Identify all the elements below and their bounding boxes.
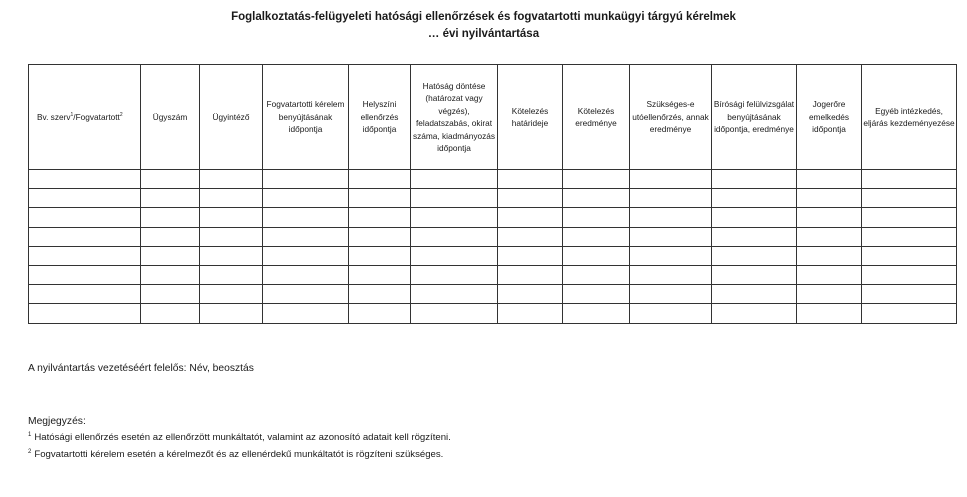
table-cell[interactable] [797,170,862,189]
table-cell[interactable] [862,227,957,246]
table-cell[interactable] [141,265,200,284]
table-cell[interactable] [411,265,498,284]
table-cell[interactable] [200,285,263,304]
table-cell[interactable] [263,304,349,323]
table-cell[interactable] [200,246,263,265]
table-cell[interactable] [563,265,630,284]
column-header-ugyszam: Ügyszám [141,65,200,170]
table-cell[interactable] [263,265,349,284]
table-cell[interactable] [29,227,141,246]
table-cell[interactable] [498,170,563,189]
table-cell[interactable] [263,170,349,189]
table-cell[interactable] [712,170,797,189]
table-cell[interactable] [263,189,349,208]
table-cell[interactable] [630,208,712,227]
column-header-helyszini-ellenorzes: Helyszíni ellenőrzés időpontja [349,65,411,170]
table-cell[interactable] [712,265,797,284]
table-cell[interactable] [862,265,957,284]
table-cell[interactable] [411,285,498,304]
table-cell[interactable] [498,208,563,227]
column-header-kerelem-benyujtas: Fogvatartotti kérelem benyújtásának időpontja [263,65,349,170]
table-cell[interactable] [200,208,263,227]
table-cell[interactable] [411,189,498,208]
table-cell[interactable] [797,208,862,227]
table-cell[interactable] [141,304,200,323]
table-cell[interactable] [630,170,712,189]
table-cell[interactable] [349,189,411,208]
table-cell[interactable] [563,285,630,304]
table-cell[interactable] [349,285,411,304]
table-cell[interactable] [29,304,141,323]
table-cell[interactable] [563,170,630,189]
table-cell[interactable] [349,304,411,323]
table-cell[interactable] [797,285,862,304]
table-cell[interactable] [797,189,862,208]
table-cell[interactable] [411,246,498,265]
table-cell[interactable] [349,170,411,189]
table-cell[interactable] [141,246,200,265]
column-header-jogerore-emelkedes: Jogerőre emelkedés időpontja [797,65,862,170]
table-cell[interactable] [141,189,200,208]
table-cell[interactable] [630,189,712,208]
column-header-kotelezes-hatarideje: Kötelezés határideje [498,65,563,170]
table-cell[interactable] [797,265,862,284]
table-cell[interactable] [200,170,263,189]
table-cell[interactable] [349,246,411,265]
responsible-person-line: A nyilvántartás vezetéséért felelős: Név, beosztás [28,363,254,374]
column-header-birosagi-felulvizsgalat: Bírósági felülvizsgálat benyújtásának időpontja, eredménye [712,65,797,170]
table-cell[interactable] [563,227,630,246]
table-cell[interactable] [263,246,349,265]
table-cell[interactable] [630,246,712,265]
table-row [29,265,957,284]
table-cell[interactable] [797,246,862,265]
column-header-bv-szerv-fogvatartott: Bv. szerv$^1$/Fogvatartott$^2$ [29,65,141,170]
document-subtitle: … évi nyilvántartása [427,28,540,40]
table-body [29,170,957,324]
table-row [29,170,957,189]
table-cell[interactable] [712,189,797,208]
table-cell[interactable] [141,170,200,189]
footnote-1: $^1$ Hatósági ellenőrzés esetén az ellenőrzött munkáltatót, valamint az azonosító adatait kell rögzíteni. [28,431,451,443]
table-cell[interactable] [712,208,797,227]
table-cell[interactable] [349,265,411,284]
table-cell[interactable] [563,208,630,227]
column-header-ugyintezo: Ügyintéző [200,65,263,170]
table-cell[interactable] [862,246,957,265]
table-cell[interactable] [797,304,862,323]
table-cell[interactable] [712,246,797,265]
table-cell[interactable] [498,227,563,246]
table-cell[interactable] [411,170,498,189]
column-header-hatosag-dontese: Hatóság döntése (határozat vagy végzés), feladatszabás, okirat száma, kiadmányozás időpontja [411,65,498,170]
table-cell[interactable] [411,227,498,246]
table-cell[interactable] [263,208,349,227]
table-cell[interactable] [411,304,498,323]
table-row [29,208,957,227]
table-cell[interactable] [797,227,862,246]
table-cell[interactable] [630,265,712,284]
table-cell[interactable] [141,227,200,246]
table-cell[interactable] [349,227,411,246]
table-cell[interactable] [411,208,498,227]
table-cell[interactable] [200,265,263,284]
table-cell[interactable] [29,265,141,284]
table-header-row [29,65,957,170]
table-cell[interactable] [29,285,141,304]
table-cell[interactable] [862,208,957,227]
table-cell[interactable] [200,189,263,208]
table-cell[interactable] [712,227,797,246]
table-cell[interactable] [862,170,957,189]
table-cell[interactable] [263,285,349,304]
table-cell[interactable] [498,285,563,304]
table-cell[interactable] [862,304,957,323]
table-cell[interactable] [29,208,141,227]
table-cell[interactable] [498,189,563,208]
footnote-2: $^2$ Fogvatartotti kérelem esetén a kérelmezőt és az ellenérdekű munkáltatót is rögzíteni szükséges. [28,448,444,460]
column-header-egyeb-intezkedes: Egyéb intézkedés, eljárás kezdeményezése [862,65,957,170]
register-table [28,64,957,324]
table-cell[interactable] [200,227,263,246]
table-cell[interactable] [498,304,563,323]
table-row [29,227,957,246]
column-header-kotelezes-eredmenye: Kötelezés eredménye [563,65,630,170]
table-cell[interactable] [141,285,200,304]
table-cell[interactable] [29,170,141,189]
table-cell[interactable] [563,246,630,265]
table-cell[interactable] [349,208,411,227]
table-cell[interactable] [630,304,712,323]
column-header-utoellenorzes: Szükséges-e utóellenőrzés, annak eredménye [630,65,712,170]
table-row [29,285,957,304]
table-cell[interactable] [712,285,797,304]
table-cell[interactable] [862,189,957,208]
table-row [29,304,957,323]
table-cell[interactable] [141,208,200,227]
table-cell[interactable] [498,246,563,265]
table-cell[interactable] [498,265,563,284]
table-cell[interactable] [862,285,957,304]
document-title: Foglalkoztatás-felügyeleti hatósági ellenőrzések és fogvatartotti munkaügyi tárgyú kérelmek [231,11,736,23]
table-cell[interactable] [29,189,141,208]
table-cell[interactable] [200,304,263,323]
table-cell[interactable] [630,285,712,304]
table-cell[interactable] [712,304,797,323]
table-cell[interactable] [630,227,712,246]
table-cell[interactable] [563,304,630,323]
table-cell[interactable] [29,246,141,265]
table-row [29,189,957,208]
table-cell[interactable] [563,189,630,208]
table-row [29,246,957,265]
table-cell[interactable] [263,227,349,246]
notes-heading: Megjegyzés: [28,416,86,427]
